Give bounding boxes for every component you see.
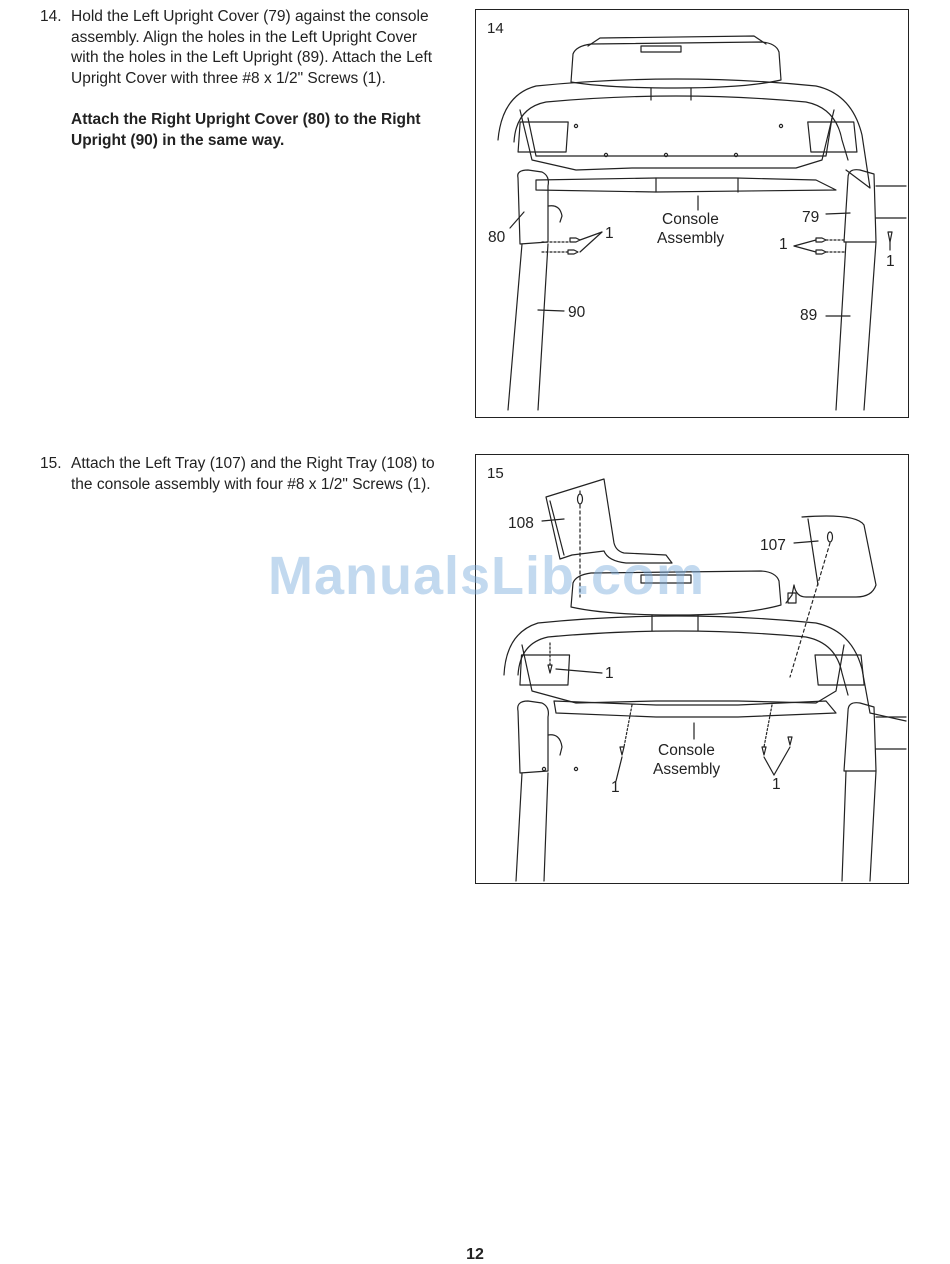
figure-14-assembly-label: Assembly [657, 230, 725, 247]
watermark: ManualsLib.com [268, 546, 706, 606]
page-number: 12 [466, 1246, 484, 1263]
part-90-label: 90 [568, 304, 586, 321]
part-89-label: 89 [800, 307, 818, 324]
figure-15-drawing [476, 455, 908, 883]
screw-label-lower-right: 1 [772, 776, 781, 793]
figure-14-drawing [476, 10, 908, 417]
part-79-label: 79 [802, 209, 820, 226]
step-14-number: 14. [40, 8, 62, 25]
figure-15 [475, 454, 909, 884]
figure-14-console-label: Console [662, 211, 719, 228]
part-80-label: 80 [488, 229, 506, 246]
step-14-text: Hold the Left Upright Cover (79) against the console assembly. Align the holes in the Left Upright Cover with the holes in the Left Upright (89). Attach the Left Upright Cover with three #8 x 1/2" Screws (1). [71, 8, 433, 87]
step-15-body [71, 454, 443, 495]
part-108-label: 108 [508, 515, 534, 532]
screw-label-right: 1 [779, 236, 788, 253]
figure-15-assembly-label: Assembly [653, 761, 721, 778]
screw-label-far-right: 1 [886, 253, 895, 270]
step-15-text: Attach the Left Tray (107) and the Right Tray (108) to the console assembly with four #8 x 1/2" Screws (1). [71, 455, 435, 493]
step-14-bold-text: Attach the Right Upright Cover (80) to the Right Upright (90) in the same way. [71, 110, 421, 149]
figure-14 [475, 9, 909, 418]
screw-label-upper: 1 [605, 665, 614, 682]
figure-14-number: 14 [487, 20, 504, 37]
part-107-label: 107 [760, 537, 786, 554]
figure-15-number: 15 [487, 465, 504, 482]
step-14-body [71, 7, 443, 151]
step-15-number: 15. [40, 455, 62, 472]
screw-label-lower-left: 1 [611, 779, 620, 796]
screw-label-left: 1 [605, 225, 614, 242]
figure-15-console-label: Console [658, 742, 715, 759]
